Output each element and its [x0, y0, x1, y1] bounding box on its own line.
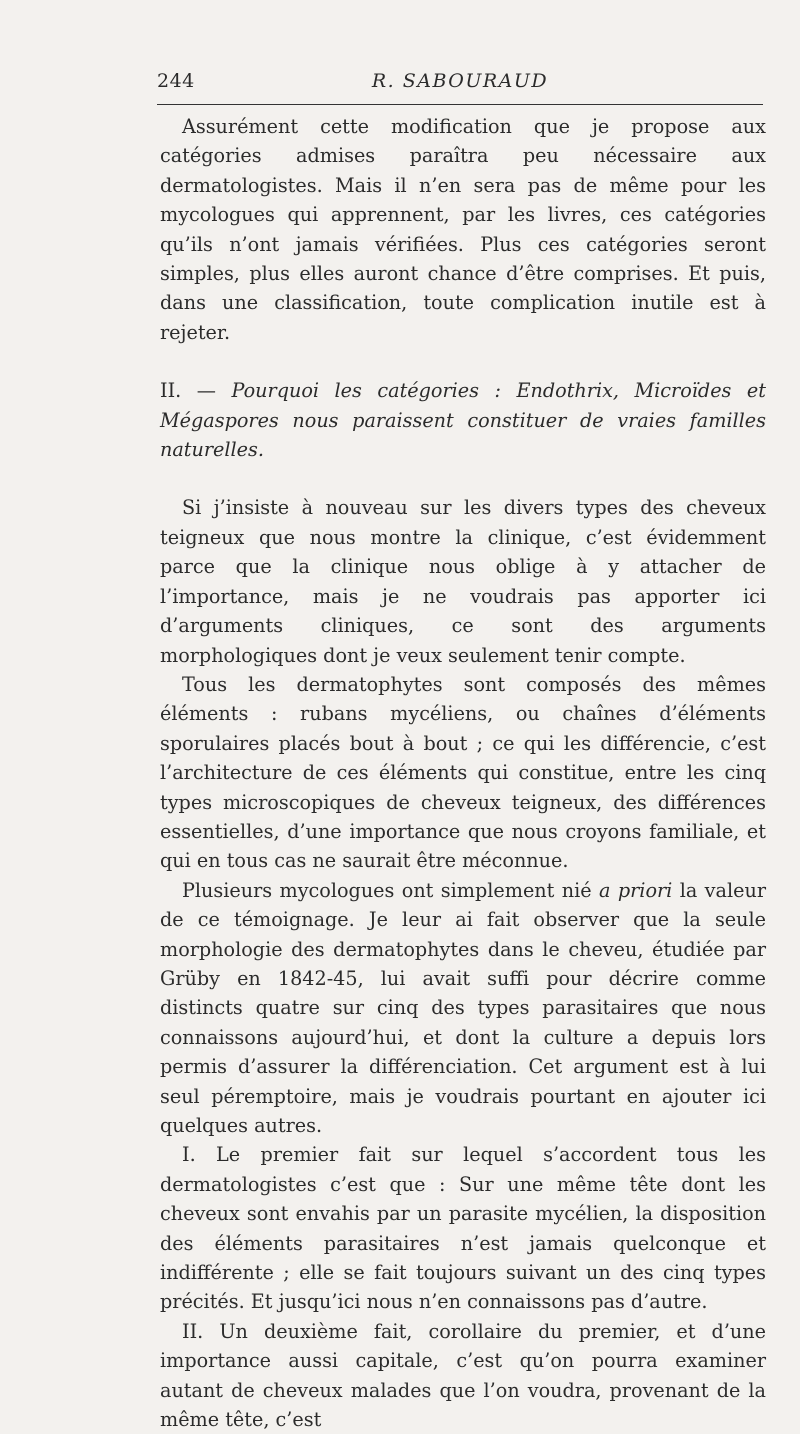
- paragraph: II. Un deuxième fait, corollaire du premier, et d’une importance aussi capitale, c’est qu’on pourra examiner autant de cheveux malades que l’on voudra, provenant de la même tête, c’est: [160, 1319, 766, 1432]
- running-head: R. SABOURAUD: [371, 70, 549, 92]
- page-number: 244: [157, 70, 195, 92]
- paragraph: I. Le premier fait sur lequel s’accordent tous les dermatologistes c’est que : Sur une même tête dont les cheveux sont envahis par un parasite mycélien, la disposition des éléments parasitaires n’est jamais quelconque et indifférente ; elle se fait toujours suivant un des cinq types précités. Et jusqu’ici nous n’en connaissons pas d’autre.: [160, 1143, 766, 1314]
- paragraph-text: Plusieurs mycologues ont simplement nié: [182, 878, 600, 902]
- spacer: [160, 347, 766, 376]
- paragraph: Si j’insiste à nouveau sur les divers types des cheveux teigneux que nous montre la clinique, c’est évidemment parce que la clinique nous oblige à y attacher de l’importance, mais je ne voudrais pas apporter ici d’arguments cliniques, ce sont des arguments morphologiques dont je veux seulement tenir compte.: [160, 496, 766, 667]
- paragraph: Tous les dermatophytes sont composés des mêmes éléments : rubans mycéliens, ou chaînes d’éléments sporulaires placés bout à bout ; ce qui les différencie, c’est l’architecture de ces éléments qui constitue, entre les cinq types microscopiques de cheveux teigneux, des différences essentielles, d’une importance que nous croyons familiale, et qui en tous cas ne saurait être méconnue.: [160, 672, 766, 873]
- header-rule: [157, 104, 763, 105]
- section-title: Pourquoi les catégories : Endothrix, Microïdes et Mégaspores nous paraissent constituer de vraies familles naturelles.: [160, 379, 766, 462]
- section-heading: [160, 376, 766, 464]
- latin-phrase: a priori: [599, 878, 673, 902]
- paragraph: Assurément cette modification que je propose aux catégories admises paraîtra peu nécessaire aux dermatologistes. Mais il n’en sera pas de même pour les mycologues qui apprennent, par les livres, ces catégories qu’ils n’ont jamais vérifiées. Plus ces catégories seront simples, plus elles auront chance d’être comprises. Et puis, dans une classification, toute complication inutile est à rejeter.: [160, 115, 766, 344]
- paragraph-text: la valeur de ce témoignage. Je leur ai fait observer que la seule morphologie des dermatophytes dans le cheveu, étudiée par Grüby en 1842-45, lui avait suffi pour décrire comme distincts quatre sur cinq des types parasitaires que nous connaissons aujourd’hui, et dont la culture a depuis lors permis d’assurer la différenciation. Cet argument est à lui seul péremptoire, mais je voudrais pourtant en ajouter ici quelques autres.: [160, 878, 766, 1137]
- page-header: [157, 70, 763, 100]
- page-body: [160, 112, 766, 1434]
- paragraph: [160, 876, 766, 1141]
- spacer: [160, 464, 766, 493]
- section-numeral: II. —: [160, 379, 232, 403]
